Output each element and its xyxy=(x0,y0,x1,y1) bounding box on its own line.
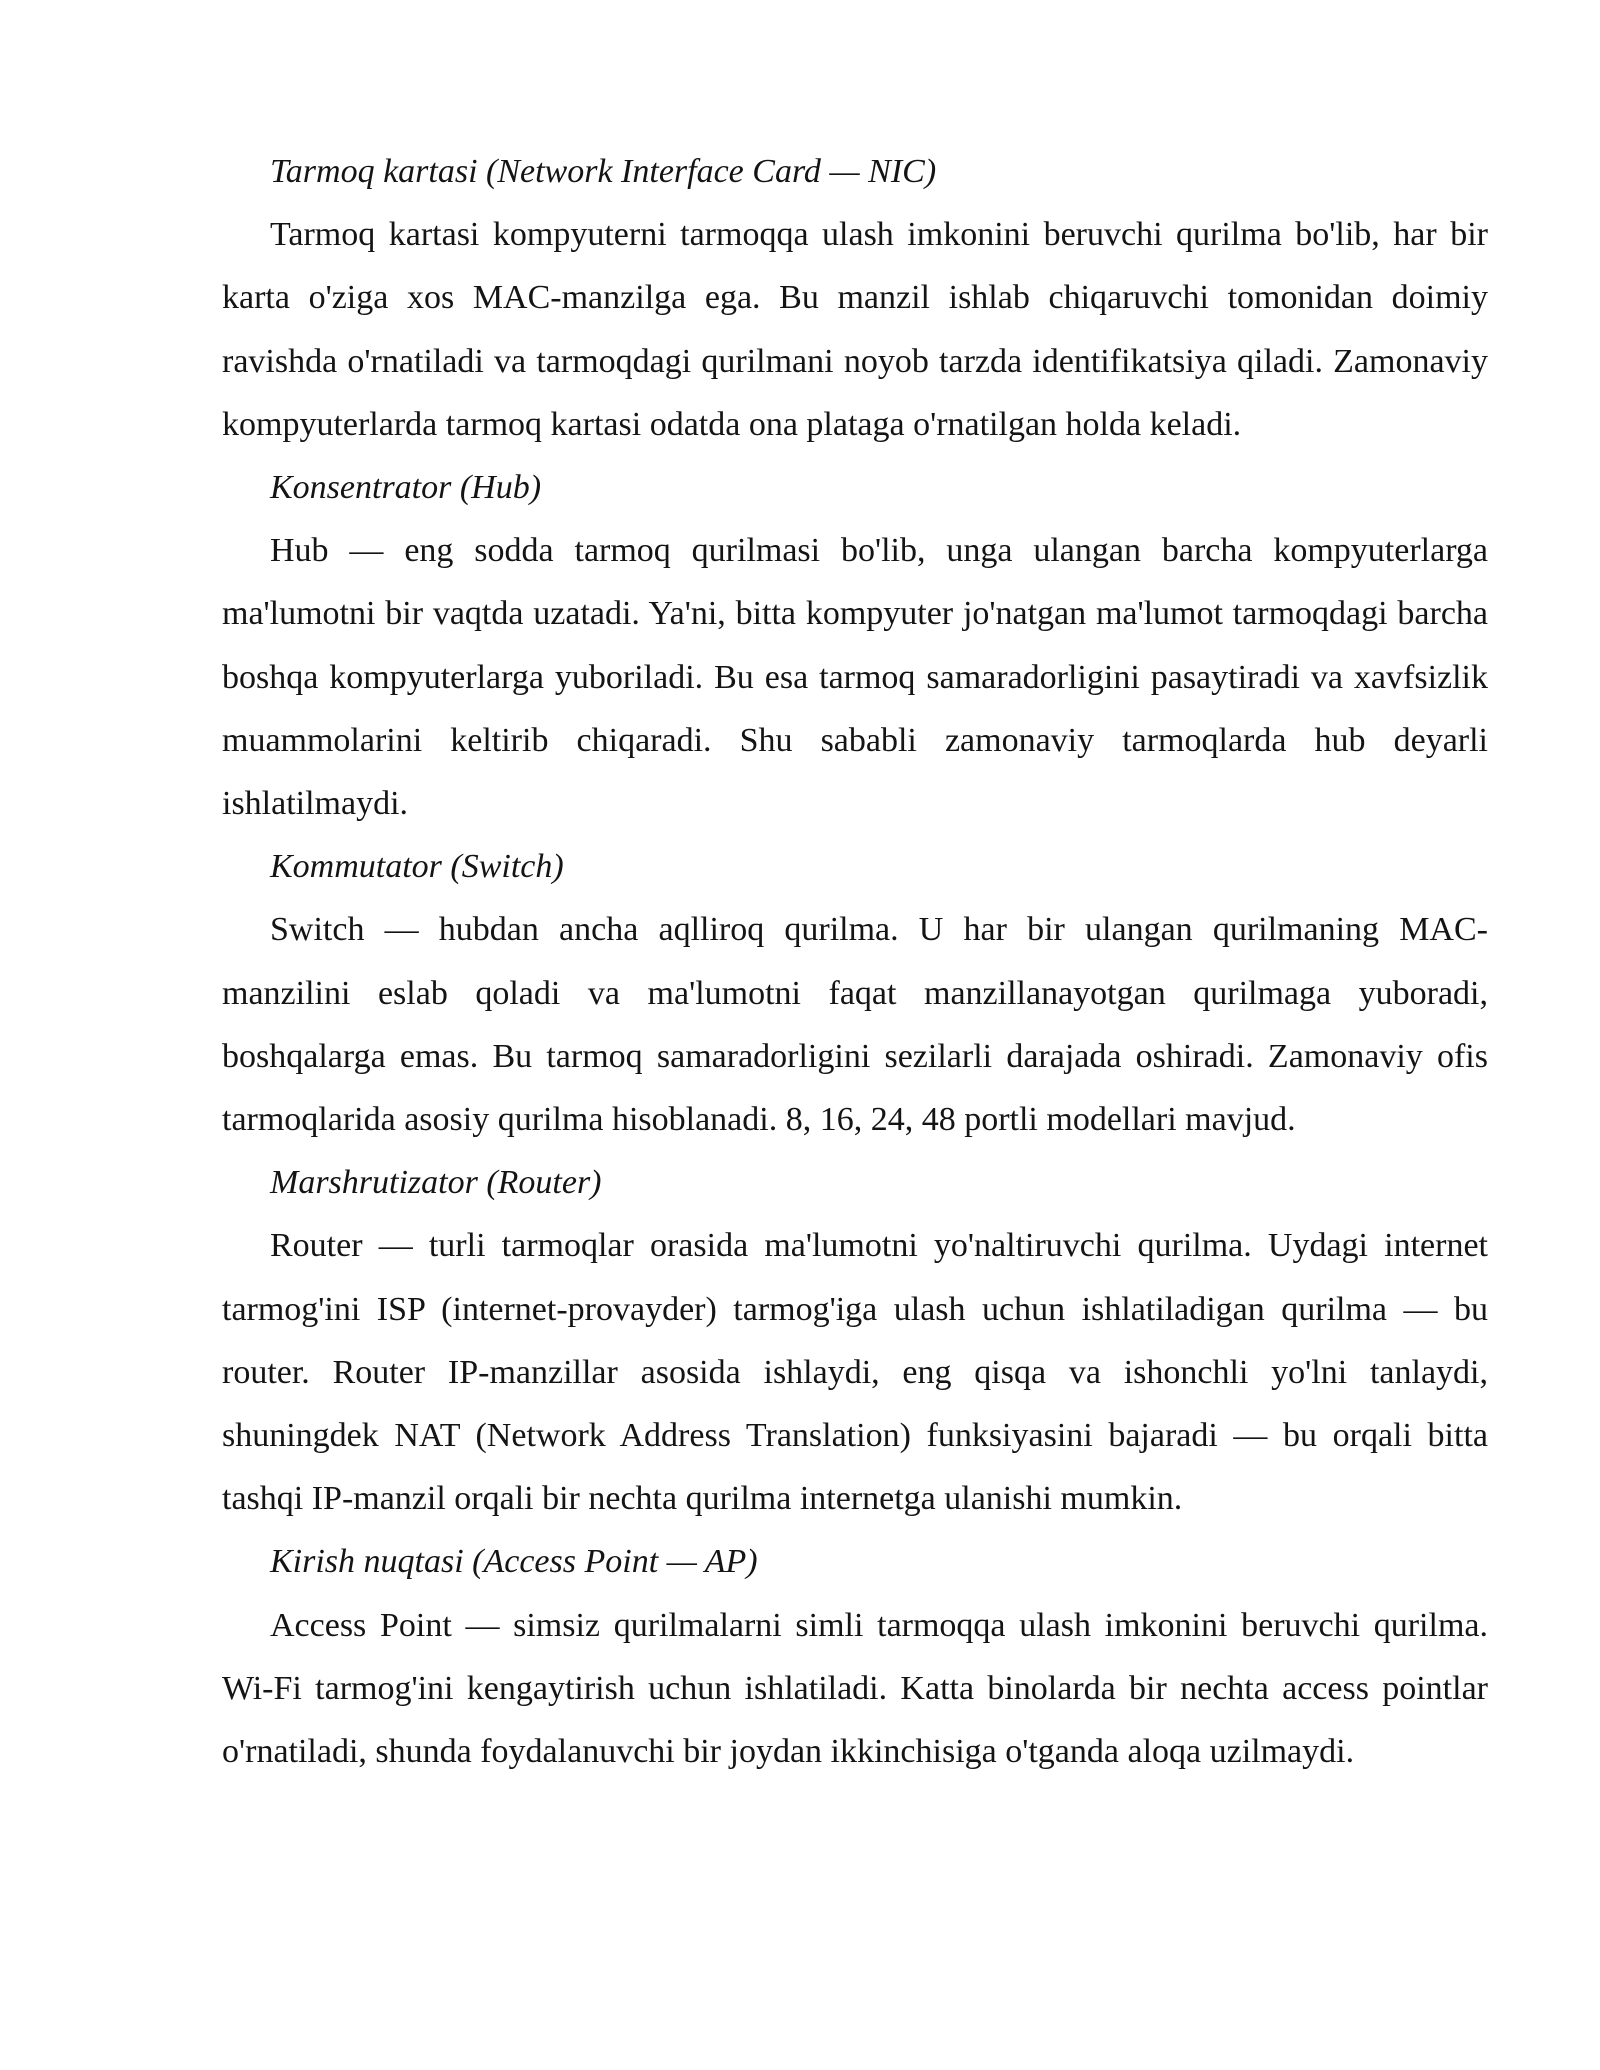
section-heading: Marshrutizator (Router) xyxy=(270,1164,602,1202)
section-router xyxy=(222,1151,1488,1530)
section-hub xyxy=(222,456,1488,835)
document-body xyxy=(222,140,1488,1783)
section-paragraph: Switch — hubdan ancha aqlliroq qurilma. U har bir ulangan qurilmaning MAC-manzilini eslab qoladi va ma'lumotni faqat manzillanayotgan qurilmaga yuboradi, boshqalarga emas. Bu tarmoq samaradorligini sezilarli darajada oshiradi. Zamonaviy ofis tarmoqlarida asosiy qurilma hisoblanadi. 8, 16, 24, 48 portli modellari mavjud. xyxy=(222,911,1488,1139)
section-heading: Konsentrator (Hub) xyxy=(270,469,542,507)
section-nic xyxy=(222,140,1488,456)
section-heading: Tarmoq kartasi (Network Interface Card — NIC) xyxy=(270,153,937,190)
section-paragraph: Access Point — simsiz qurilmalarni simli tarmoqqa ulash imkonini beruvchi qurilma. Wi-Fi tarmog'ini kengaytirish uchun ishlatiladi. Katta binolarda bir nechta access pointlar o'rnatiladi, shunda foydalanuvchi bir joydan ikkinchisiga o'tganda aloqa uzilmaydi. xyxy=(222,1606,1488,1771)
section-heading: Kommutator (Switch) xyxy=(270,848,564,886)
section-paragraph: Hub — eng sodda tarmoq qurilmasi bo'lib, unga ulangan barcha kompyuterlarga ma'lumotni bir vaqtda uzatadi. Ya'ni, bitta kompyuter jo'natgan ma'lumot tarmoqdagi barcha boshqa kompyuterlarga yuboriladi. Bu esa tarmoq samaradorligini pasaytiradi va xavfsizlik muammolarini keltirib chiqaradi. Shu sababli zamonaviy tarmoqlarda hub deyarli ishlatilmaydi. xyxy=(222,532,1488,823)
section-paragraph: Tarmoq kartasi kompyuterni tarmoqqa ulash imkonini beruvchi qurilma bo'lib, har bir karta o'ziga xos MAC-manzilga ega. Bu manzil ishlab chiqaruvchi tomonidan doimiy ravishda o'rnatiladi va tarmoqdagi qurilmani noyob tarzda identifikatsiya qiladi. Zamonaviy kompyuterlarda tarmoq kartasi odatda ona plataga o'rnatilgan holda keladi. xyxy=(222,216,1488,443)
section-paragraph: Router — turli tarmoqlar orasida ma'lumotni yo'naltiruvchi qurilma. Uydagi internet tarmog'ini ISP (internet-provayder) tarmog'iga ulash uchun ishlatiladigan qurilma — bu router. Router IP-manzillar asosida ishlaydi, eng qisqa va ishonchli yo'lni tanlaydi, shuningdek NAT (Network Address Translation) funksiyasini bajaradi — bu orqali bitta tashqi IP-manzil orqali bir nechta qurilma internetga ulanishi mumkin. xyxy=(222,1227,1488,1518)
section-access-point xyxy=(222,1530,1488,1783)
section-switch xyxy=(222,835,1488,1151)
section-heading: Kirish nuqtasi (Access Point — AP) xyxy=(270,1543,758,1581)
